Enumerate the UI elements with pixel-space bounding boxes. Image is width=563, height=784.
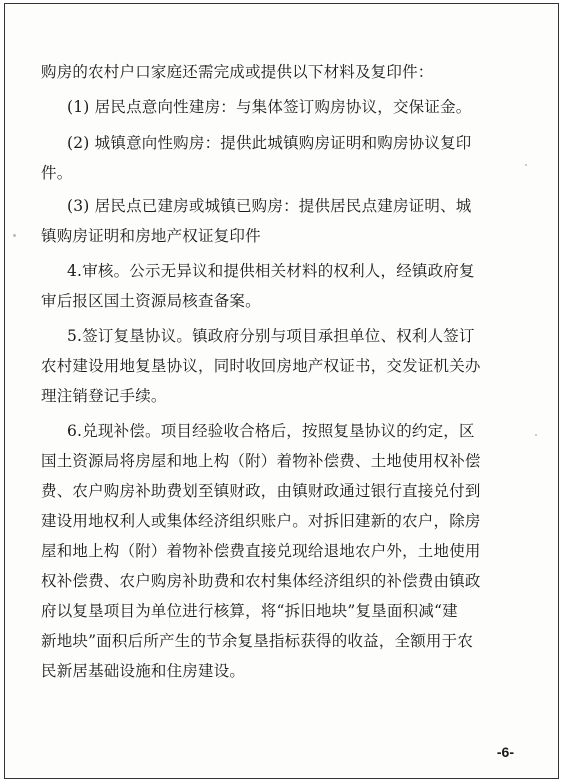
text-line: 理注销登记手续。 (41, 387, 167, 405)
text-line: 建设用地权利人或集体经济组织账户。对拆旧建新的农户，除房 (41, 512, 481, 530)
paragraph-step-6 (41, 416, 511, 686)
text-line: 府以复垦项目为单位进行核算，将“拆旧地块”复垦面积减“建 (41, 602, 458, 620)
paragraph-item-3 (41, 191, 511, 251)
text-line: (3) 居民点已建房或城镇已购房：提供居民点建房证明、城 (67, 197, 472, 215)
paragraph-intro (41, 57, 511, 87)
document-page (4, 3, 559, 779)
paragraph-item-2 (41, 128, 511, 188)
text-line: 费、农户购房补助费划至镇财政，由镇财政通过银行直接兑付到 (41, 482, 481, 500)
text-line: 民新居基础设施和住房建设。 (41, 662, 246, 680)
paragraph-step-5 (41, 321, 511, 411)
text-line: 购房的农村户口家庭还需完成或提供以下材料及复印件： (41, 63, 434, 81)
text-line: 屋和地上构（附）着物补偿费直接兑现给退地农户外，土地使用 (41, 542, 481, 560)
text-line: 国土资源局将房屋和地上构（附）着物补偿费、土地使用权补偿 (41, 452, 481, 470)
text-line: (1) 居民点意向性建房：与集体签订购房协议，交保证金。 (67, 98, 472, 116)
scan-speck (13, 234, 16, 237)
page-number: -6- (496, 744, 514, 760)
text-line: 5.签订复垦协议。镇政府分别与项目承担单位、权利人签订 (67, 327, 475, 345)
paragraph-item-1 (67, 92, 513, 122)
scan-speck (535, 434, 537, 436)
paragraph-step-4 (41, 256, 511, 316)
text-line: (2) 城镇意向性购房：提供此城镇购房证明和购房协议复印 (67, 134, 472, 152)
text-line: 权补偿费、农户购房补助费和农村集体经济组织的补偿费由镇政 (41, 572, 481, 590)
text-line: 新地块”面积后所产生的节余复垦指标获得的收益，全额用于农 (41, 632, 474, 650)
text-line: 农村建设用地复垦协议，同时收回房地产权证书，交发证机关办 (41, 357, 481, 375)
scan-speck (525, 164, 527, 166)
text-line: 审后报区国土资源局核查备案。 (41, 292, 261, 310)
text-line: 镇购房证明和房地产权证复印件 (41, 227, 261, 245)
text-line: 6.兑现补偿。项目经验收合格后，按照复垦协议的约定，区 (67, 422, 475, 440)
text-line: 4.审核。公示无异议和提供相关材料的权利人，经镇政府复 (67, 262, 475, 280)
text-line: 件。 (41, 164, 73, 182)
